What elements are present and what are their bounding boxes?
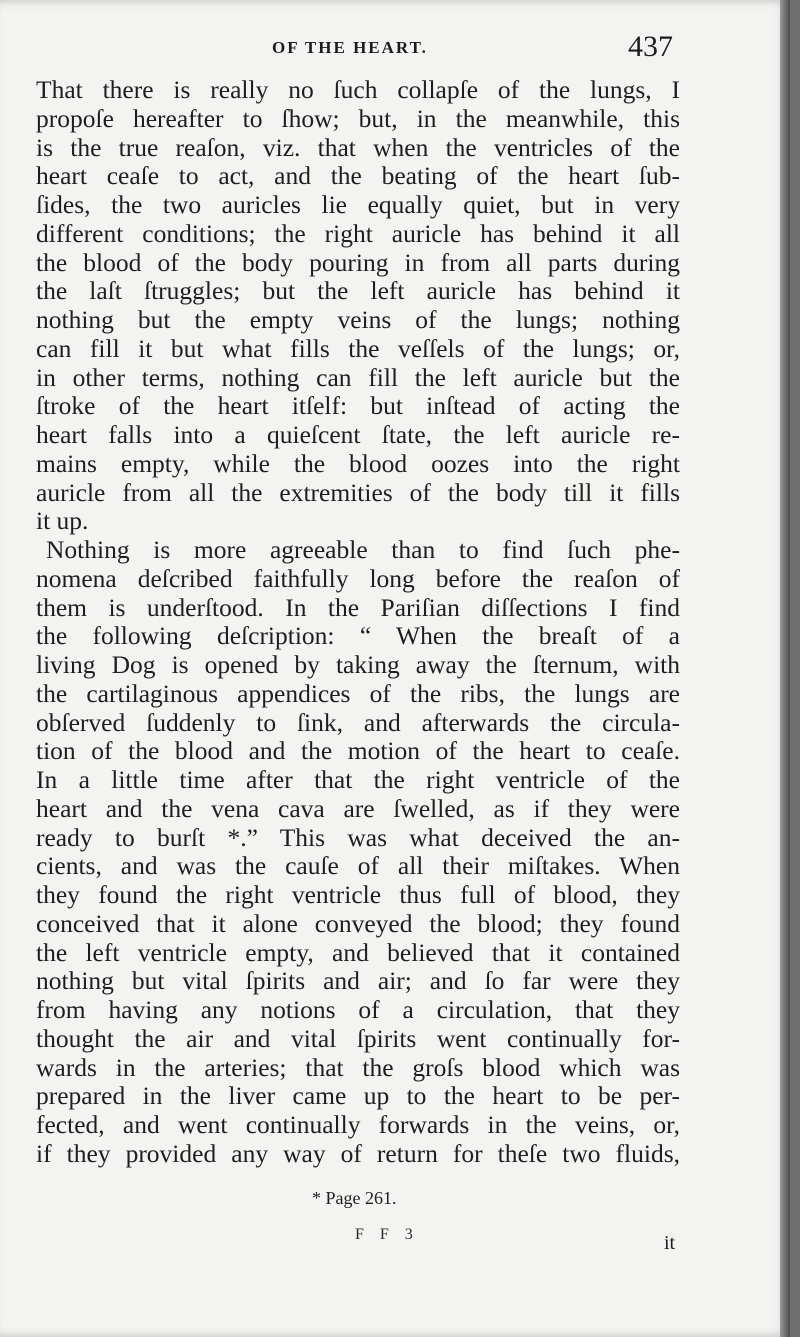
text-line: they found the right ventricle thus full of blood, they [36, 880, 680, 909]
running-title: OF THE HEART. [272, 38, 428, 57]
signature-mark: F F 3 [355, 1226, 419, 1243]
page-edge-shadow [780, 0, 790, 1337]
text-line: from having any notions of a circulation, that they [36, 995, 680, 1024]
text-line: is the true reaſon, viz. that when the ventricles of the [36, 132, 680, 162]
text-line: wards in the arteries; that the groſs blood which was [36, 1052, 680, 1082]
footnote: * Page 261. [312, 1188, 397, 1208]
text-line: auricle from all the extremities of the body till it fills [36, 477, 680, 507]
text-line: can fill it but what fills the veſſels of the lungs; or, [36, 333, 680, 363]
text-line: the following deſcription: “ When the breaſt of a [36, 621, 680, 651]
text-line: fected, and went continually forwards in the veins, or, [36, 1110, 680, 1139]
text-line: thought the air and vital ſpirits went continually for- [36, 1023, 680, 1053]
text-line: Nothing is more agreeable than to find ſuch phe- [46, 535, 680, 564]
text-line: the laſt ſtruggles; but the left auricle has behind it [36, 276, 680, 306]
text-line: ſtroke of the heart itſelf: but inſtead of acting the [36, 391, 680, 421]
text-line: conceived that it alone conveyed the blood; they found [36, 908, 680, 938]
text-line: heart ceaſe to act, and the beating of the heart ſub- [36, 161, 680, 191]
text-line: in other terms, nothing can fill the left auricle but the [36, 362, 680, 392]
body-text [36, 76, 680, 1169]
text-line: ready to burſt *.” This was what deceived the an- [36, 822, 680, 852]
text-line: cients, and was the cauſe of all their miſtakes. When [36, 851, 680, 881]
text-line: different conditions; the right auricle has behind it all [36, 218, 680, 248]
text-line: heart falls into a quieſcent ſtate, the left auricle re- [36, 420, 680, 449]
text-line: obſerved ſuddenly to ſink, and afterwards the circula- [36, 707, 680, 737]
page-number: 437 [628, 30, 673, 63]
text-line: ſides, the two auricles lie equally quiet, but in very [36, 190, 680, 219]
text-line: In a little time after that the right ventricle of the [36, 765, 680, 794]
text-line: it up. [36, 506, 89, 536]
text-line: the left ventricle empty, and believed that it contained [36, 937, 680, 967]
text-line: tion of the blood and the motion of the heart to ceaſe. [36, 736, 680, 766]
text-line: That there is really no ſuch collapſe of the lungs, I [36, 75, 680, 104]
text-line: the cartilaginous appendices of the ribs, the lungs are [36, 678, 680, 708]
text-line: living Dog is opened by taking away the ſternum, with [36, 650, 680, 679]
text-line: if they provided any way of return for theſe two fluids, [36, 1138, 680, 1168]
text-line: heart and the vena cava are ſwelled, as if they were [36, 793, 680, 823]
text-line: nothing but the empty veins of the lungs; nothing [36, 305, 680, 334]
text-line: them is underſtood. In the Pariſian diſſections I find [36, 592, 680, 622]
catchword: it [664, 1232, 676, 1254]
text-line: nomena deſcribed faithfully long before the reaſon of [36, 563, 680, 593]
text-line: prepared in the liver came up to the heart to be per- [36, 1081, 680, 1111]
running-head [0, 30, 790, 66]
text-line: the blood of the body pouring in from all parts during [36, 247, 680, 277]
text-line: propoſe hereafter to ſhow; but, in the meanwhile, this [36, 103, 680, 133]
text-line: mains empty, while the blood oozes into the right [36, 448, 680, 478]
text-line: nothing but vital ſpirits and air; and ſo far were they [36, 966, 680, 996]
